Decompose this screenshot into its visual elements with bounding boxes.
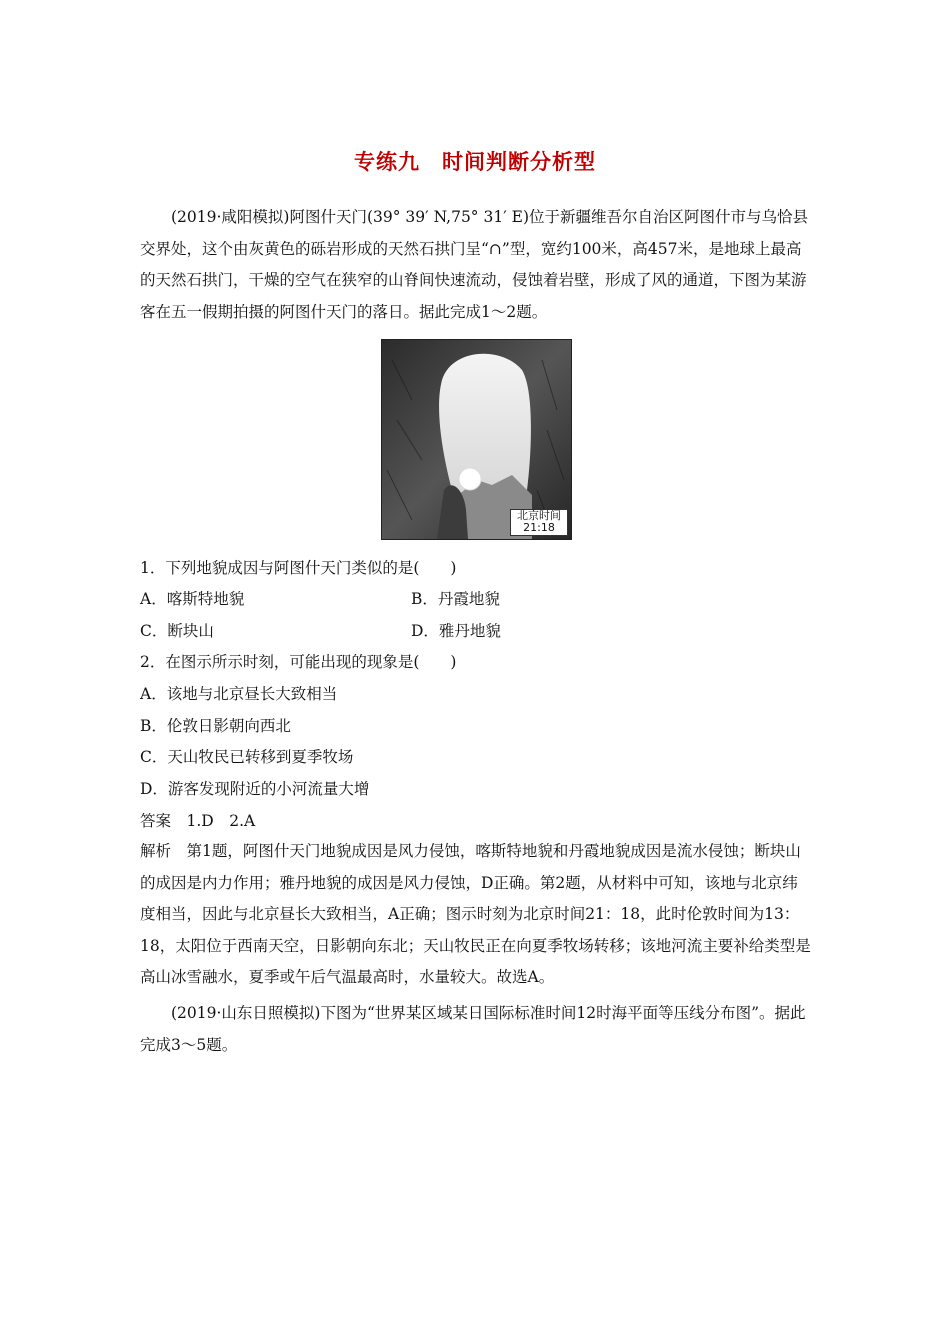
beijing-time-stamp — [510, 509, 568, 536]
stamp-label: 北京时间 — [517, 509, 561, 522]
question-2-option-a: A．该地与北京昼长大致相当 — [140, 685, 338, 703]
page-title: 专练九 时间判断分析型 — [354, 150, 596, 174]
question-2-option-b: B．伦敦日影朝向西北 — [140, 717, 291, 735]
question-1-stem: 1．下列地貌成因与阿图什天门类似的是( ) — [140, 559, 457, 577]
intro-paragraph-1: (2019·咸阳模拟)阿图什天门(39° 39′ N,75° 31′ E)位于新疆维吾尔自治区阿图什市与乌恰县交界处，这个由灰黄色的砾岩形成的天然石拱门呈“∩”型，宽约100米，高457米，是地球上最高的天然石拱门，干燥的空气在狭窄的山脊间快速流动，侵蚀着岩壁，形成了风的通道，下图为某游客在五一假期拍摄的阿图什天门的落日。据此完成1～2题。 — [140, 208, 809, 321]
stamp-time: 21:18 — [523, 521, 555, 534]
question-1-option-a: A．喀斯特地貌 — [140, 590, 245, 608]
arch-sunset-photo — [381, 339, 572, 540]
question-2-option-d: D．游客发现附近的小河流量大增 — [140, 780, 370, 798]
answer-line: 答案 1.D 2.A — [140, 812, 256, 830]
question-2-stem: 2．在图示所示时刻，可能出现的现象是( ) — [140, 653, 457, 671]
analysis-paragraph: 解析 第1题，阿图什天门地貌成因是风力侵蚀，喀斯特地貌和丹霞地貌成因是流水侵蚀；断块山的成因是内力作用；雅丹地貌的成因是风力侵蚀，D正确。第2题，从材料中可知，该地与北京纬度相当，因此与北京昼长大致相当，A正确；图示时刻为北京时间21：18，此时伦敦时间为13：18，太阳位于西南天空，日影朝向东北；天山牧民正在向夏季牧场转移；该地河流主要补给类型是高山冰雪融水，夏季或午后气温最高时，水量较大。故选A。 — [140, 842, 811, 986]
question-1-option-b: B．丹霞地貌 — [411, 590, 500, 608]
question-1-option-d: D．雅丹地貌 — [411, 622, 501, 640]
question-1-option-c: C．断块山 — [140, 622, 214, 640]
question-2-option-c: C．天山牧民已转移到夏季牧场 — [140, 748, 354, 766]
intro-paragraph-2: (2019·山东日照模拟)下图为“世界某区域某日国际标准时间12时海平面等压线分布图”。据此完成3～5题。 — [140, 1004, 806, 1054]
